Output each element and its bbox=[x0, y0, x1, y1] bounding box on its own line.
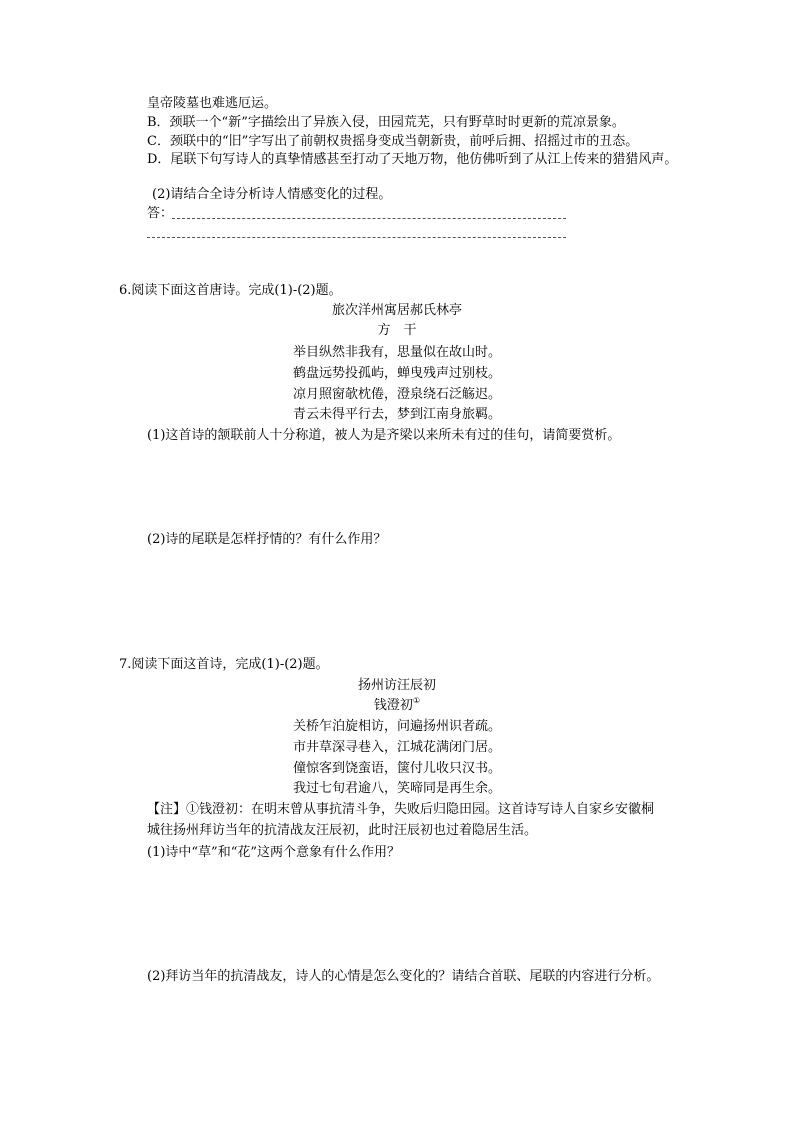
q7-poem-title: 扬州访汪辰初 bbox=[357, 678, 436, 693]
q7-note-line-1: 【注】①钱澄初：在明末曾从事抗清斗争，失败后归隐田园。这首诗写诗人自家乡安徽桐 bbox=[147, 802, 655, 817]
q5-option-c: C．颈联中的“旧”字写出了前朝权贵摇身变成当朝新贵，前呼后拥、招摇过市的丑态。 bbox=[147, 134, 639, 149]
answer-line-1[interactable] bbox=[172, 218, 566, 219]
q6-sub2: (2)诗的尾联是怎样抒情的？有什么作用？ bbox=[147, 532, 387, 547]
q6-poem-title: 旅次洋州寓居郝氏林亭 bbox=[331, 303, 462, 318]
q6-sub1: (1)这首诗的颔联前人十分称道，被人为是齐梁以来所未有过的佳句，请简要赏析。 bbox=[147, 428, 621, 443]
q7-author-name: 钱澄初 bbox=[373, 698, 413, 713]
q7-note-line-2: 城往扬州拜访当年的抗清战友汪辰初，此时汪辰初也过着隐居生活。 bbox=[147, 823, 538, 838]
q6-intro: 6.阅读下面这首唐诗。完成(1)-(2)题。 bbox=[119, 283, 342, 298]
q7-poem-line-4: 我过七旬君逾八，笑啼同是再生余。 bbox=[292, 781, 501, 796]
q6-poem-line-1: 举目纵然非我有，思量似在故山时。 bbox=[292, 345, 501, 360]
q5-sub2-question: (2)请结合全诗分析诗人情感变化的过程。 bbox=[152, 187, 392, 202]
q6-poem-line-3: 凉月照窗欹枕倦，澄泉绕石泛觞迟。 bbox=[292, 387, 501, 402]
footnote-marker: ① bbox=[412, 696, 421, 705]
q7-poem-line-3: 僮惊客到饶蛮语，箧付儿收只汉书。 bbox=[292, 761, 501, 776]
q7-poem-line-1: 关桥乍泊旋相访，问遍扬州识者疏。 bbox=[292, 719, 501, 734]
answer-label: 答： bbox=[147, 206, 174, 221]
q7-sub2: (2)拜访当年的抗清战友，诗人的心情是怎么变化的？请结合首联、尾联的内容进行分析。 bbox=[147, 969, 660, 984]
q6-poem-author: 方 干 bbox=[377, 323, 417, 338]
q6-poem-line-2: 鹤盘远势投孤屿，蝉曳残声过别枝。 bbox=[292, 366, 501, 381]
q5-option-d: D．尾联下句写诗人的真挚情感甚至打动了天地万物，他仿佛听到了从江上传来的猎猎风声。 bbox=[147, 152, 678, 167]
q7-poem-line-2: 市井草深寻巷入，江城花满闭门居。 bbox=[292, 740, 501, 755]
q6-poem-line-4: 青云未得平行去，梦到江南身旅羁。 bbox=[292, 407, 501, 422]
q7-sub1: (1)诗中“草”和“花”这两个意象有什么作用？ bbox=[147, 845, 400, 860]
q5-option-b: B．颈联一个“新”字描绘出了异族入侵，田园荒芜，只有野草时时更新的荒凉景象。 bbox=[147, 115, 625, 130]
q7-poem-author bbox=[0, 697, 794, 715]
q5-line1: 皇帝陵墓也难逃厄运。 bbox=[147, 96, 278, 111]
q7-intro: 7.阅读下面这首诗，完成(1)-(2)题。 bbox=[119, 657, 329, 672]
answer-line-2[interactable] bbox=[147, 237, 566, 238]
